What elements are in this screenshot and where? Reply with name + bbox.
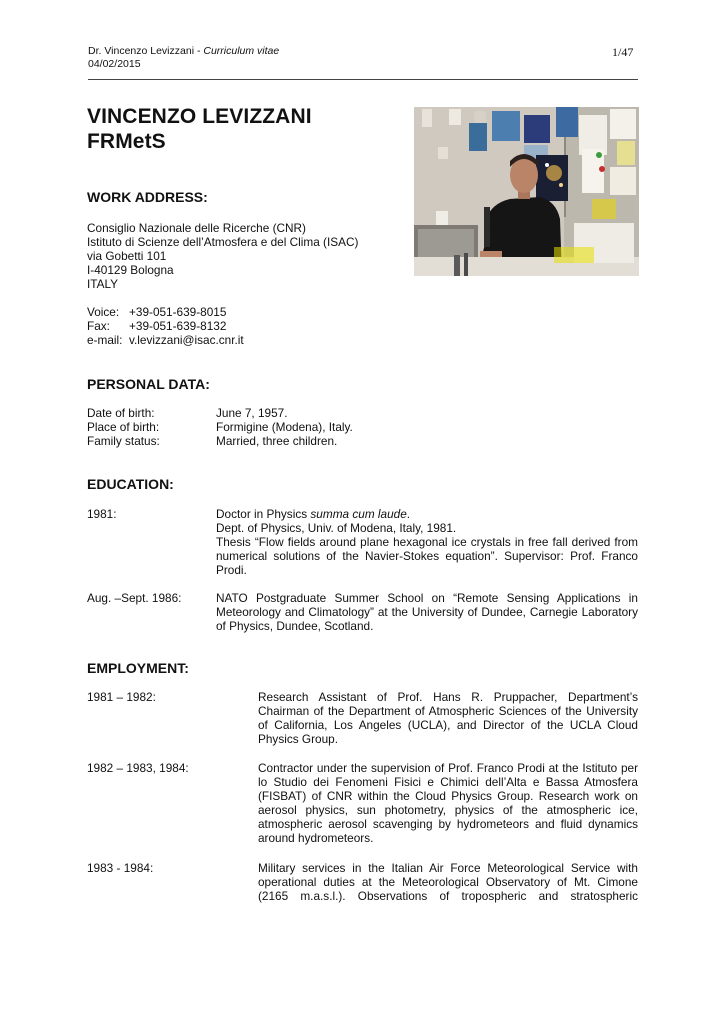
personal-data-table — [87, 406, 353, 448]
employment-entry-text: Contractor under the supervision of Prof. Franco Prodi at the Istituto per lo Studio dei Fenomeni Fisici e Chimici dell’Alta e Bassa Atmosfera (FISBAT) of CNR within the Cloud Physics Group. Research work on aerosol physics, sun photometry, physics of the atmospheric ice, atmospheric aerosol scavenging by hydrometeors and fluid dynamics around hydrometeors. — [258, 761, 638, 845]
email-address: v.levizzani@isac.cnr.it — [129, 333, 244, 347]
header-doc-title: Curriculum vitae — [203, 45, 280, 57]
address-line: Istituto di Scienze dell’Atmosfera e del Clima (ISAC) — [87, 235, 359, 249]
running-header — [88, 45, 279, 71]
personal-row — [87, 406, 353, 420]
degree-line — [216, 507, 638, 521]
personal-row — [87, 420, 353, 434]
fax-number: +39-051-639-8132 — [129, 319, 227, 333]
thesis-text: Thesis “Flow fields around plane hexagonal ice crystals in free fall derived from numerical solutions of the Navier-Stokes equation”. Supervisor: Prof. Franco Prodi. — [216, 535, 638, 577]
row-label: Date of birth: — [87, 406, 155, 420]
header-author: Dr. Vincenzo Levizzani - — [88, 45, 204, 57]
employment-date: 1983 - 1984: — [87, 861, 154, 875]
honorific-line: FRMetS — [87, 130, 166, 153]
work-address-heading: WORK ADDRESS: — [87, 189, 208, 205]
education-date: 1981: — [87, 507, 117, 521]
education-entry-text: NATO Postgraduate Summer School on “Remote Sensing Applications in Meteorology and Climatology” at the University of Dundee, Carnegie Laboratory of Physics, Dundee, Scotland. — [216, 591, 638, 633]
name-line: VINCENZO LEVIZZANI — [87, 105, 312, 128]
page-number: 1/47 — [612, 45, 634, 59]
header-rule — [88, 79, 638, 80]
degree-text: Doctor in Physics — [216, 507, 311, 521]
degree-suffix: . — [406, 507, 411, 521]
person-name — [87, 104, 312, 154]
address-line: I-40129 Bologna — [87, 263, 174, 277]
row-value: Married, three children. — [216, 434, 338, 448]
work-address-block — [87, 221, 358, 291]
personal-row — [87, 434, 353, 448]
row-label: Place of birth: — [87, 420, 160, 434]
degree-honours: summa cum laude — [310, 507, 407, 521]
row-label: Family status: — [87, 434, 160, 448]
contact-block — [87, 305, 244, 347]
education-date: Aug. –Sept. 1986: — [87, 591, 182, 605]
education-entry — [216, 507, 638, 577]
employment-entry-text: Research Assistant of Prof. Hans R. Pruppacher, Department’s Chairman of the Department of Atmospheric Sciences of the University of California, Los Angeles (UCLA), and Director of the UCLA Cloud Physics Group. — [258, 690, 638, 746]
portrait-photo — [414, 107, 639, 276]
row-value: June 7, 1957. — [216, 406, 288, 420]
contact-label: Fax: — [87, 319, 110, 333]
address-line: Consiglio Nazionale delle Ricerche (CNR) — [87, 221, 306, 235]
education-heading: EDUCATION: — [87, 476, 174, 492]
contact-voice — [87, 305, 244, 319]
address-line: ITALY — [87, 277, 119, 291]
address-line: via Gobetti 101 — [87, 249, 167, 263]
contact-fax — [87, 319, 244, 333]
header-date: 04/02/2015 — [88, 58, 141, 70]
contact-label: e-mail: — [87, 333, 123, 347]
contact-label: Voice: — [87, 305, 120, 319]
employment-heading: EMPLOYMENT: — [87, 660, 189, 676]
employment-date: 1981 – 1982: — [87, 690, 156, 704]
row-value: Formigine (Modena), Italy. — [216, 420, 353, 434]
department-line: Dept. of Physics, Univ. of Modena, Italy, 1981. — [216, 521, 457, 535]
employment-entry-text: Military services in the Italian Air Force Meteorological Service with operational duties at the Meteorological Observatory of Mt. Cimone (2165 m.a.s.l.). Observations of tropospheric and stratospheric — [258, 861, 638, 903]
contact-email — [87, 333, 244, 347]
personal-data-heading: PERSONAL DATA: — [87, 376, 210, 392]
voice-number: +39-051-639-8015 — [129, 305, 227, 319]
employment-date: 1982 – 1983, 1984: — [87, 761, 189, 775]
